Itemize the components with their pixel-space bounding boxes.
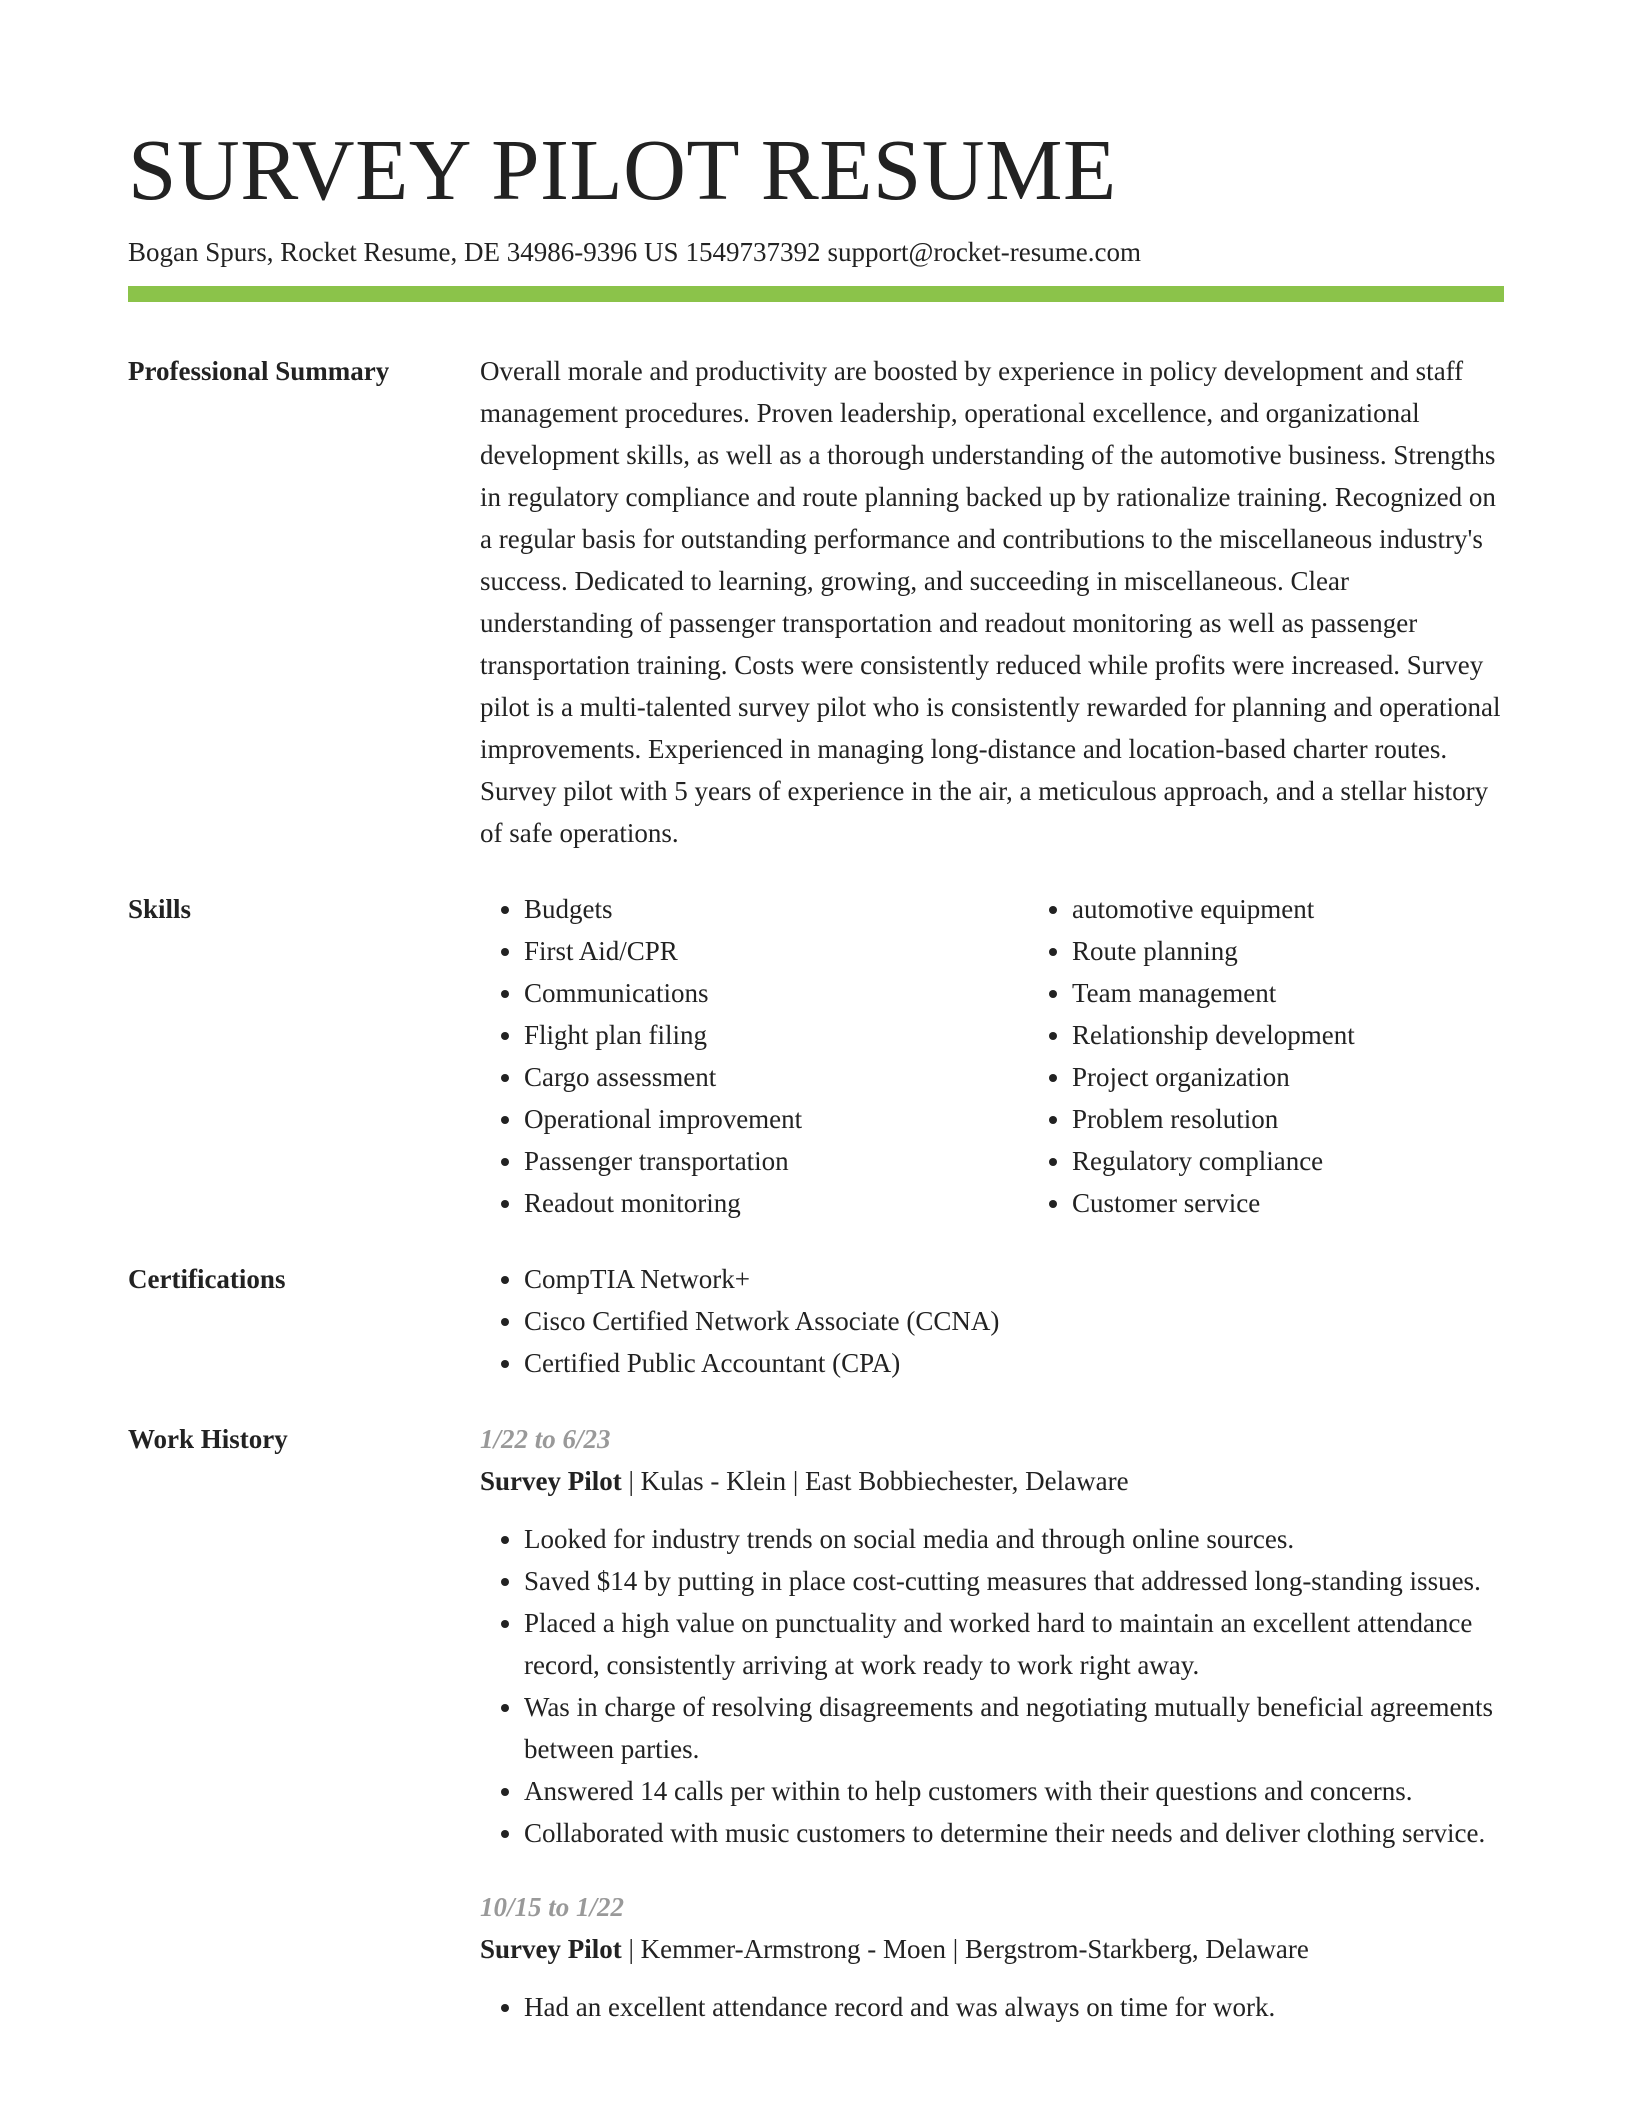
certification-item: • Certified Public Accountant (CPA) — [524, 1342, 1504, 1384]
skill-item: • Relationship development — [1072, 1014, 1576, 1056]
skill-item: • Regulatory compliance — [1072, 1140, 1576, 1182]
skill-item: • Route planning — [1072, 930, 1576, 972]
job-employer-location: | Kemmer-Armstrong - Moen | Bergstrom-Starkberg, Delaware — [621, 1934, 1309, 1964]
skills-list-right — [1028, 888, 1576, 1224]
skill-item: • Budgets — [524, 888, 1028, 930]
job-bullet: • Answered 14 calls per within to help customers with their questions and concerns. — [524, 1770, 1504, 1812]
skills-section — [128, 888, 1504, 1224]
job-title: Survey Pilot — [480, 1934, 622, 1964]
job-entry — [480, 1886, 1504, 2028]
job-title: Survey Pilot — [480, 1466, 622, 1496]
certification-item: • Cisco Certified Network Associate (CCNA) — [524, 1300, 1504, 1342]
job-heading — [480, 1460, 1504, 1502]
resume-title: SURVEY PILOT RESUME — [128, 121, 1117, 218]
summary-text: Overall morale and productivity are boosted by experience in policy development and staff management procedures. Proven leadership, operational excellence, and organizational development skills, as well as a thorough understanding of the automotive business. Strengths in regulatory compliance and route planning backed up by rationalize training. Recognized on a regular basis for outstanding performance and contributions to the miscellaneous industry's success. Dedicated to learning, growing, and succeeding in miscellaneous. Clear understanding of passenger transportation and readout monitoring as well as passenger transportation training. Costs were consistently reduced while profits were increased. Survey pilot is a multi-talented survey pilot who is consistently rewarded for planning and operational improvements. Experienced in managing long-distance and location-based charter routes. Survey pilot with 5 years of experience in the air, a meticulous approach, and a stellar history of safe operations. — [480, 356, 1501, 848]
skills-heading: Skills — [128, 894, 192, 924]
contact-email: support@rocket-resume.com — [827, 237, 1141, 267]
job-bullet: • Was in charge of resolving disagreements and negotiating mutually beneficial agreements between parties. — [524, 1686, 1504, 1770]
work-history-section — [128, 1418, 1504, 2060]
skill-item: • Customer service — [1072, 1182, 1576, 1224]
skill-item: • Flight plan filing — [524, 1014, 1028, 1056]
job-bullet: • Had an excellent attendance record and was always on time for work. — [524, 1986, 1504, 2028]
certifications-list — [480, 1258, 1504, 1384]
skill-item: • Communications — [524, 972, 1028, 1014]
summary-section — [128, 350, 1504, 854]
contact-phone: 1549737392 — [685, 237, 821, 267]
contact-line — [128, 234, 1504, 270]
certifications-heading: Certifications — [128, 1264, 286, 1294]
job-dates: 10/15 to 1/22 — [480, 1892, 625, 1922]
contact-address: Bogan Spurs, Rocket Resume, DE 34986-9396 US — [128, 237, 679, 267]
skills-list-left — [480, 888, 1028, 1224]
skill-item: • Readout monitoring — [524, 1182, 1028, 1224]
skill-item: • Passenger transportation — [524, 1140, 1028, 1182]
skill-item: • Project organization — [1072, 1056, 1576, 1098]
certifications-section — [128, 1258, 1504, 1384]
job-bullet: • Placed a high value on punctuality and worked hard to maintain an excellent attendance record, consistently arriving at work ready to work right away. — [524, 1602, 1504, 1686]
summary-heading: Professional Summary — [128, 356, 390, 386]
job-bullet: • Saved $14 by putting in place cost-cutting measures that addressed long-standing issues. — [524, 1560, 1504, 1602]
job-bullet: • Looked for industry trends on social media and through online sources. — [524, 1518, 1504, 1560]
skill-item: • Problem resolution — [1072, 1098, 1576, 1140]
skill-item: • Operational improvement — [524, 1098, 1028, 1140]
work-history-heading: Work History — [128, 1424, 288, 1454]
job-heading — [480, 1928, 1504, 1970]
job-entry — [480, 1418, 1504, 1854]
job-bullets — [480, 1986, 1504, 2028]
header-divider — [128, 286, 1504, 302]
job-dates: 1/22 to 6/23 — [480, 1424, 611, 1454]
skill-item: • Team management — [1072, 972, 1576, 1014]
certification-item: • CompTIA Network+ — [524, 1258, 1504, 1300]
skill-item: • Cargo assessment — [524, 1056, 1028, 1098]
skill-item: • automotive equipment — [1072, 888, 1576, 930]
job-employer-location: | Kulas - Klein | East Bobbiechester, Delaware — [621, 1466, 1129, 1496]
job-bullet: • Collaborated with music customers to determine their needs and deliver clothing service. — [524, 1812, 1504, 1854]
skill-item: • First Aid/CPR — [524, 930, 1028, 972]
job-bullets — [480, 1518, 1504, 1854]
